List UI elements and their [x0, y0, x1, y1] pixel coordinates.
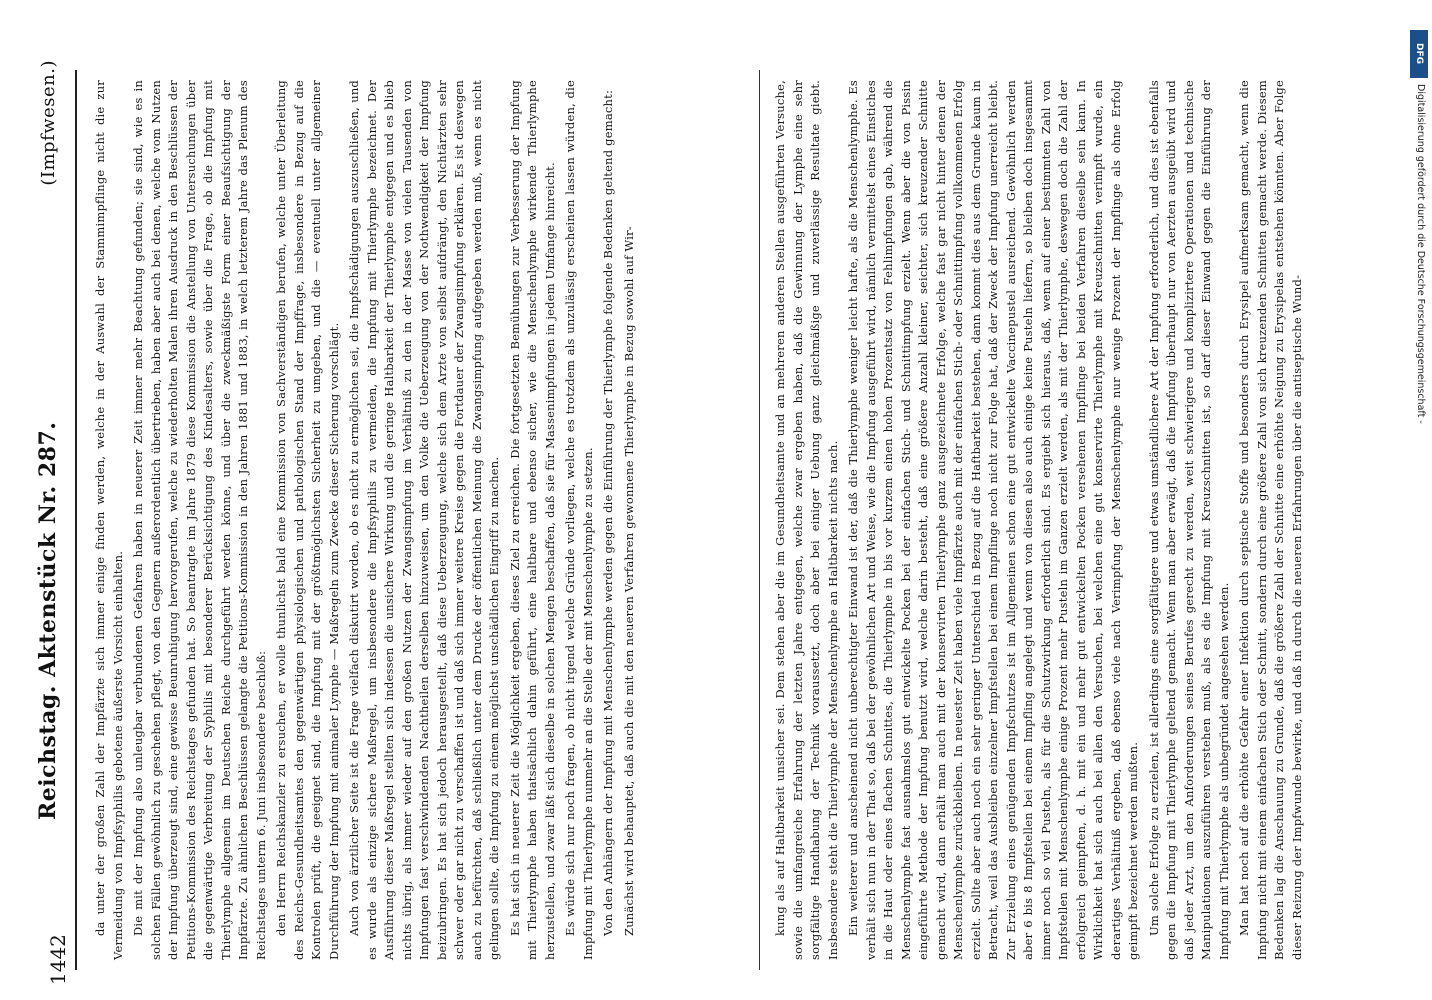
paragraph: Man hat noch auf die erhöhte Gefahr einer Infektion durch septische Stoffe und besonders durch Erysipel aufmerksam gemacht, wenn die Impfung nicht mit einem einfachen Stich oder Schnitt, sondern durch eine größere Zahl von sich kreuzenden Schnitten gemacht werde. Diesem Bedenken lag die Anschauung zu Grunde, daß die größere Zahl der Schnitte eine erhöhte Neigung zu Erysipelas entstehen könnten. Aber Folge dieser Reizung der Impfwunde bewirke, und daß in durch die neueren Erfahrungen über die antiseptische Wund-	[1237, 80, 1304, 960]
column-rule	[759, 70, 760, 970]
subject-heading: (Impfwesen.)	[37, 60, 59, 186]
page-number: 1442	[46, 934, 70, 985]
text-column-left	[92, 80, 742, 960]
header-rule	[75, 70, 77, 970]
paragraph: kung als auf Haltbarkeit unsicher sei. Dem stehen aber die im Gesundheitsamte und an mehreren anderen Stellen ausgeführten Versuche, sowie die umfangreiche Erfahrung der letzten Jahre entgegen, welche zwar ergeben haben, daß die Gewinnung der Lymphe eine sehr sorgfältige Handhabung der Technik voraussetzt, doch aber bei einiger Uebung ganz gleichmäßige und zuverlässige Resultate giebt. Insbesondere steht die Thierlymphe der Menschenlymphe an Haltbarkeit nichts nach.	[773, 80, 840, 960]
running-header	[26, 60, 70, 820]
paragraph: Die mit der Impfung also unleugbar verbundenen Gefahren haben in neuerer Zeit immer mehr Beachtung gefunden; sie sind, wie es in solchen Fällen gewöhnlich zu geschehen pflegt, von den Gegnern außerordentlich übertrieben, haben aber auch bei denen, welche vom Nutzen der Impfung überzeugt sind, eine gewisse Beunruhigung hervorgerufen, welche zu wiederholten Malen ihren Ausdruck in den Beschlüssen der Petitions-Kommission des Reichstages gefunden hat. So beantragte im Jahre 1879 diese Kommission die Anstellung von Untersuchungen über die gegenwärtige Verbreitung der Syphilis mit besonderer Berücksichtigung des Kindesalters, sowie über die Frage, ob die Impfung mit Thierlymphe allgemein im Deutschen Reiche durchgeführt werden könne, und über die zweckmäßigste Form einer Beaufsichtigung der Impfärzte. Zu ähnlichen Beschlüssen gelangte die Petitions-Kommission in den Jahren 1881 und 1883, in welch letzterem Jahre das Plenum des Reichstages unterm 6. Juni insbesondere beschloß:	[131, 80, 268, 960]
paragraph: Es würde sich nur noch fragen, ob nicht irgend welche Gründe vorliegen, welche es trotzdem als unzulässig erscheinen lassen würden, die Impfung mit Thierlymphe nunmehr an die Stelle der mit Menschenlymphe zu setzen.	[563, 80, 595, 960]
paragraph: da unter der großen Zahl der Impfärzte sich immer einige finden werden, welche in der Auswahl der Stammimpflinge nicht die zur Vermeidung von Impfsyphilis gebotene äußerste Vorsicht einhalten.	[93, 80, 125, 960]
dfg-logo: DFG	[1410, 30, 1428, 78]
paragraph: Zunächst wird behauptet, daß auch die mit den neueren Verfahren gewonnene Thierlymphe in Bezug sowohl auf Wir-	[621, 226, 636, 936]
quoted-resolution: den Herrn Reichskanzler zu ersuchen, er wolle thunlichst bald eine Kommission von Sachverständigen berufen, welche unter Überleitung des Reichs-Gesundheitsamtes den gegenwärtigen physiologischen und pathologischen Stand der Impffrage, insbesondere in Bezug auf die Kontrolen prüft, die geeignet sind, die Impfung mit der größtmöglichsten Sicherheit zu umgeben, und die — eventuell unter allgemeiner Durchführung der Impfung mit animaler Lymphe — Maßregeln zum Zwecke dieser Sicherung vorschlägt.	[274, 80, 341, 960]
document-title: Reichstag. Aktenstück Nr. 287.	[35, 421, 61, 820]
paragraph: Auch von ärztlicher Seite ist die Frage vielfach diskutirt worden, ob es nicht zu ermöglichen sei, die Impfschädigungen auszuschließen, und es wurde als einzige sichere Maßregel, um insbesondere die Impfsyphilis zu vermeiden, die Impfung mit Thierlymphe bezeichnet. Der Ausführung dieser Maßregel stellten sich indessen die unsichere Wirkung und die geringe Haltbarkeit der Thierlymphe entgegen und es blieb nichts übrig, als immer wieder auf den großen Nutzen der Zwangsimpfung im Verhältniß zu den in der Masse von vielen Tausenden von Impfungen fast verschwindenden Nachtheilen derselben hinzuweisen, um den Volke die Ueberzeugung von der Nothwendigkeit der Impfung beizubringen. Es hat sich jedoch herausgestellt, daß diese Ueberzeugung, welche sich dem Arzte von selbst aufdrängt, den Nichtärzten sehr schwer oder gar nicht zu verschaffen ist und daß sich immer weitere Kreise gegen die Fortdauer der Zwangsimpfung erklären. Es ist deswegen auch zu befürchten, daß schließlich unter dem Drucke der öffentlichen Meinung die Zwangsimpfung aufgegeben werden muß, wenn es nicht gelingen sollte, die Impfung zu einem möglichst unschädlichen Eingriff zu machen.	[347, 80, 501, 960]
text-column-right	[772, 80, 1332, 960]
paragraph: Um solche Erfolge zu erzielen, ist allerdings eine sorgfältigere und etwas umständlichere Art der Impfung erforderlich, und dies ist ebenfalls gegen die Impfung mit Thierlymphe geltend gemacht. Wenn man aber erwägt, daß die Impfung überhaupt nur von Aerzten ausgeübt wird und daß jeder Arzt, um den Anforderungen seines Berufes gerecht zu werden, weit schwierigere und komplizirtere Operationen und technische Manipulationen auszuführen verstehen muß, als es die Impfung mit Kreuzschnitten ist, so darf dieser Einwand gegen die Einführung der Impfung mit Thierlymphe als unbegründet angesehen werden.	[1146, 80, 1231, 960]
paragraph: Von den Anhängern der Impfung mit Menschenlymphe werden gegen die Einführung der Thierlymphe folgende Bedenken geltend gemacht:	[601, 89, 615, 936]
paragraph: Es hat sich in neuerer Zeit die Möglichkeit ergeben, dieses Ziel zu erreichen. Die fortgesetzten Bemühungen zur Verbesserung der Impfung mit Thierlymphe haben thatsächlich dahin geführt, eine haltbare und ebenso sicher, wie die Menschenlymphe wirkende Thierlymphe herzustellen, und zwar läßt sich dieselbe in solchen Mengen beschaffen, daß sie für Massenimpfungen in jedem Umfange hinreicht.	[507, 80, 557, 960]
paragraph: Ein weiterer und anscheinend nicht unberechtigter Einwand ist der, daß die Thierlymphe weniger leicht hafte, als die Menschenlymphe. Es verhält sich nun in der That so, daß bei der gewöhnlichen Art und Weise, wie die Impfung ausgeführt wird, nämlich vermittelst eines Einstiches in die Haut oder eines flachen Schnittes, die Thierlymphe in bis vor kurzem einen hohen Prozentsatz von Fehlimpfungen gab, während die Menschenlymphe fast ausnahmslos gut entwickelte Pocken bei der einfachen Stich- und Schnittimpfung erzielt. Wenn aber die von Pissin eingeführte Methode der Impfung benutzt wird, welche darin besteht, daß eine größere Anzahl kleiner, seichter, sich kreuzender Schnitte gemacht wird, dann erhält man auch mit der konservirten Thierlymphe ganz ausgezeichnete Erfolge, welche fast gar nicht hinter denen der Menschenlymphe zurückbleiben. In neuester Zeit haben viele Impfärzte auch mit der einfachen Stich- oder Schnittimpfung vollkommenen Erfolg erzielt. Sollte aber auch noch ein sehr geringer Unterschied in Bezug auf die Haftbarkeit bestehen, dann kommt dies aus dem Grunde kaum in Betracht, weil das Ausbleiben einzelner Impfstellen bei einem Impflinge noch nicht zur Folge hat, daß der Zweck der Impfung unerreicht bleibt. Zur Erzielung eines genügenden Impfschutzes ist im Allgemeinen schon eine gut entwickelte Vaccinepustel ausreichend. Gewöhnlich werden aber 6 bis 8 Impfstellen bei einem Impfling angelegt und wenn von diesen also auch einige keine Pusteln liefern, so bleiben doch insgesammt immer noch so viel Pusteln, als für die Schutzwirkung erforderlich sind. Es ergiebt sich hieraus, daß, wenn auf einer bestimmten Zahl von Impfstellen mit Menschenlymphe einige Prozent mehr Pusteln im Ganzen erzielt werden, als mit der Thierlymphe, deswegen doch die Zahl der erfolgreich geimpften, d. h. mit ein und mehr gut entwickelten Pocken versehenen Impflinge bei beiden Verfahren dieselbe sein kann. In Wirklichkeit hat sich auch bei allen den Versuchen, bei welchen eine gut konservirte Thierlymphe mit Kreuzschnitten verimpft wurde, ein derartiges Verhältniß ergeben, daß ebenso viele nach Verimpfung der Menschenlymphe nur wenige Prozent der Impflinge als ohne Erfolg geimpft bezeichnet werden mußten.	[846, 80, 1140, 960]
credit-text: Digitalisierung gefördert durch die Deutsche Forschungsgemeinschaft -	[1415, 84, 1426, 424]
digitization-credit	[1410, 84, 1426, 984]
